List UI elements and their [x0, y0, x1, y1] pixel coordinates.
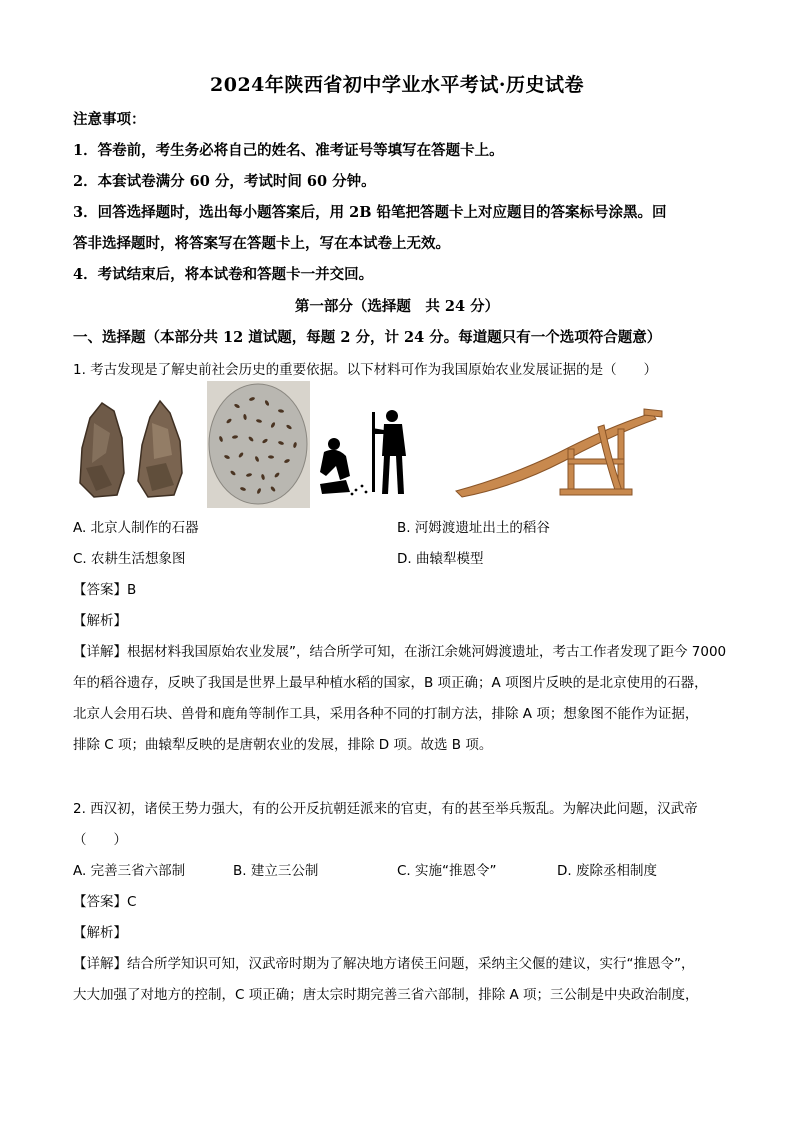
question-1-detail-line: 【详解】根据材料我国原始农业发展”，结合所学可知，在浙江余姚河姆渡遗址，考古工作者发现了距今 7000 [73, 644, 727, 660]
notice-item-4: 4．考试结束后，将本试卷和答题卡一并交回。 [73, 266, 374, 283]
section-heading: 一、选择题（本部分共 12 道试题，每题 2 分，计 24 分。每道题只有一个选项符合题意） [73, 329, 662, 346]
question-1-detail-line: 年的稻谷遗存，反映了我国是世界上最早种植水稻的国家，B 项正确；A 项图片反映的是北京使用的石器， [73, 675, 708, 691]
question-1-answer: 【答案】B [73, 582, 137, 598]
question-2-answer: 【答案】C [73, 894, 137, 910]
notice-heading: 注意事项： [73, 111, 146, 128]
plough-model-image [448, 407, 672, 499]
notice-item-3: 3．回答选择题时，选出每小题答案后，用 2B 铅笔把答题卡上对应题目的答案标号涂黑。回 [73, 204, 667, 221]
question-1-option-d: D. 曲辕犁模型 [397, 551, 484, 567]
question-1-stem: 1. 考古发现是了解史前社会历史的重要依据。以下材料可作为我国原始农业发展证据的是（ ） [73, 362, 658, 378]
stone-tools-image [72, 393, 190, 505]
notice-item-2: 2．本套试卷满分 60 分，考试时间 60 分钟。 [73, 173, 376, 190]
notice-item-1: 1．答卷前，考生务必将自己的姓名、准考证号等填写在答题卡上。 [73, 142, 504, 159]
question-2-analysis-label: 【解析】 [73, 925, 127, 941]
question-2-detail-line: 【详解】结合所学知识可知，汉武帝时期为了解决地方诸侯王问题，采纳主父偃的建议，实行“推恩令”， [73, 956, 695, 972]
notice-item-3-cont: 答非选择题时，将答案写在答题卡上，写在本试卷上无效。 [73, 235, 450, 252]
question-2-option-b: B. 建立三公制 [233, 863, 319, 879]
question-1-detail-line: 排除 C 项；曲辕犁反映的是唐朝农业的发展，排除 D 项。故选 B 项。 [73, 737, 493, 753]
question-2-option-c: C. 实施“推恩令” [397, 863, 497, 879]
question-2-option-d: D. 废除丞相制度 [557, 863, 657, 879]
question-1-option-b: B. 河姆渡遗址出土的稻谷 [397, 520, 550, 536]
question-1-option-a: A. 北京人制作的石器 [73, 520, 199, 536]
page-title: 2024年陕西省初中学业水平考试·历史试卷 [210, 74, 584, 96]
farming-illustration-image [316, 406, 420, 499]
question-2-stem-cont: （ ） [73, 832, 127, 848]
question-1-detail-line: 北京人会用石块、兽骨和鹿角等制作工具，采用各种不同的打制方法，排除 A 项；想象图不能作为证据， [73, 706, 699, 722]
question-2-option-a: A. 完善三省六部制 [73, 863, 186, 879]
question-2-stem: 2. 西汉初，诸侯王势力强大，有的公开反抗朝廷派来的官吏，有的甚至举兵叛乱。为解决此问题，汉武帝 [73, 801, 698, 817]
question-1-option-c: C. 农耕生活想象图 [73, 551, 186, 567]
question-2-detail-line: 大大加强了对地方的控制，C 项正确；唐太宗时期完善三省六部制，排除 A 项；三公制是中央政治制度， [73, 987, 699, 1003]
part-heading: 第一部分（选择题 共 24 分） [294, 298, 500, 315]
question-1-analysis-label: 【解析】 [73, 613, 127, 629]
rice-grains-image [207, 381, 310, 508]
